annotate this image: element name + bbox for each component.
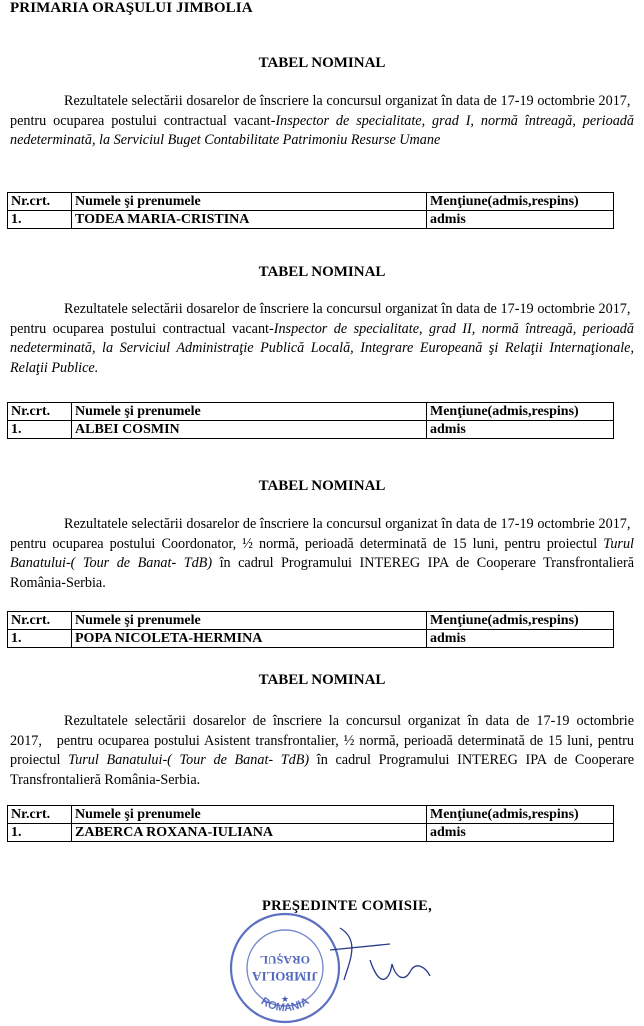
svg-text:ROMANIA: ROMANIA bbox=[258, 995, 312, 1015]
section-2-table bbox=[7, 402, 614, 439]
header-mention: Menţiune(admis,respins) bbox=[427, 193, 614, 211]
header-nr: Nr.crt. bbox=[8, 612, 72, 630]
section-3-title: TABEL NOMINAL bbox=[258, 478, 386, 494]
header-mention: Menţiune(admis,respins) bbox=[427, 612, 614, 630]
header-mention: Menţiune(admis,respins) bbox=[427, 403, 614, 421]
section-3-table bbox=[7, 611, 614, 648]
row-name: ZABERCA ROXANA-IULIANA bbox=[72, 824, 427, 842]
row-mention: admis bbox=[427, 421, 614, 439]
row-name: TODEA MARIA-CRISTINA bbox=[72, 211, 427, 229]
table-row bbox=[8, 211, 614, 229]
section-1-table bbox=[7, 192, 614, 229]
section-2-paragraph: Rezultatele selectării dosarelor de înscriere la concursul organizat în data de 17-19 octombrie 2017, pentru ocuparea postului contractual vacant-Inspector de specialitate, grad II, normă întreagă, perioadă nedeterminată, la Serviciul Administraţie Publică Locală, Integrare Europeană şi Relaţii Internaţionale, Relaţii Publice. bbox=[10, 301, 634, 376]
row-nr: 1. bbox=[8, 824, 72, 842]
row-mention: admis bbox=[427, 630, 614, 648]
header-nr: Nr.crt. bbox=[8, 193, 72, 211]
institution-name: PRIMARIA ORAŞULUI JIMBOLIA bbox=[10, 0, 253, 16]
signature-title: PREŞEDINTE COMISIE, bbox=[262, 898, 433, 914]
section-4-title: TABEL NOMINAL bbox=[258, 672, 386, 688]
row-mention: admis bbox=[427, 824, 614, 842]
section-3-paragraph: Rezultatele selectării dosarelor de înscriere la concursul organizat în data de 17-19 octombrie 2017, pentru ocuparea postului Coordonator, ½ normă, perioadă determinată de 15 luni, pentru proiectul Turul Banatului-( Tour de Banat- TdB) în cadrul Programului INTEREG IPA de Cooperare Transfrontalieră România-Serbia. bbox=[10, 516, 635, 591]
svg-text:★: ★ bbox=[280, 995, 290, 1005]
table-header-row bbox=[8, 193, 614, 211]
row-nr: 1. bbox=[8, 211, 72, 229]
table-row bbox=[8, 824, 614, 842]
row-nr: 1. bbox=[8, 630, 72, 648]
section-1-paragraph: Rezultatele selectării dosarelor de înscriere la concursul organizat în data de 17-19 octombrie 2017, pentru ocuparea postului contractual vacant-Inspector de specialitate, grad I, normă întreagă, perioadă nedeterminată, la Serviciul Buget Contabilitate Patrimoniu Resurse Umane bbox=[10, 93, 634, 148]
svg-text:JIMBOLIA: JIMBOLIA bbox=[252, 969, 318, 984]
table-row bbox=[8, 630, 614, 648]
table-header-row bbox=[8, 612, 614, 630]
official-stamp bbox=[226, 908, 344, 1026]
header-nr: Nr.crt. bbox=[8, 403, 72, 421]
table-row bbox=[8, 421, 614, 439]
section-1-title: TABEL NOMINAL bbox=[258, 55, 386, 71]
table-header-row bbox=[8, 403, 614, 421]
section-4-paragraph: Rezultatele selectării dosarelor de înscriere la concursul organizat în data de 17-19 octombrie 2017, pentru ocuparea postului Asistent transfrontalier, ½ normă, perioadă determinată de 15 luni, pentru proiectul Turul Banatului-( Tour de Banat- TdB) în cadrul Programului INTEREG IPA de Cooperare Transfrontalieră România-Serbia. bbox=[10, 713, 635, 788]
row-nr: 1. bbox=[8, 421, 72, 439]
header-name: Numele şi prenumele bbox=[72, 403, 427, 421]
header-name: Numele şi prenumele bbox=[72, 193, 427, 211]
section-4-table bbox=[7, 805, 614, 842]
header-name: Numele şi prenumele bbox=[72, 806, 427, 824]
row-name: ALBEI COSMIN bbox=[72, 421, 427, 439]
header-nr: Nr.crt. bbox=[8, 806, 72, 824]
svg-text:ORAŞUL: ORAŞUL bbox=[259, 953, 311, 967]
row-mention: admis bbox=[427, 211, 614, 229]
header-name: Numele şi prenumele bbox=[72, 612, 427, 630]
header-mention: Menţiune(admis,respins) bbox=[427, 806, 614, 824]
section-2-title: TABEL NOMINAL bbox=[258, 264, 386, 280]
handwritten-signature bbox=[330, 920, 440, 1000]
table-header-row bbox=[8, 806, 614, 824]
row-name: POPA NICOLETA-HERMINA bbox=[72, 630, 427, 648]
